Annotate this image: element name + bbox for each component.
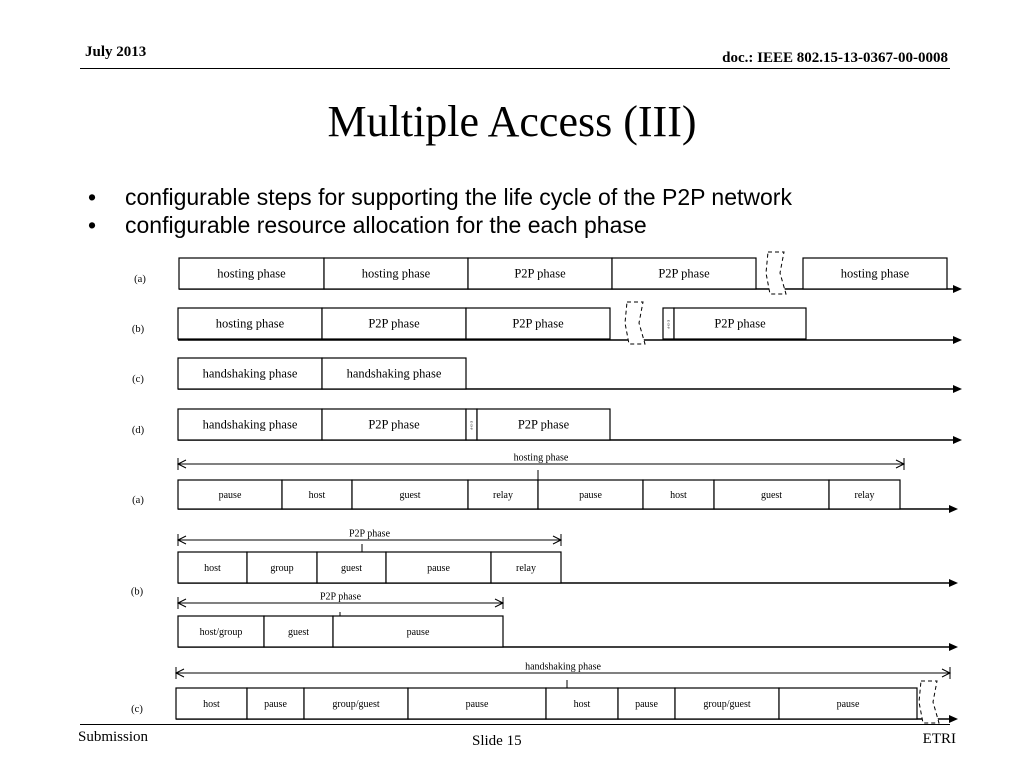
row-6-time-axis-head: [949, 643, 958, 651]
row-7-segment-label: host: [573, 698, 591, 710]
row-5-segment-label: host: [204, 562, 221, 574]
row-7-segment-label: host: [203, 698, 220, 710]
row-4-segment-label: host: [308, 489, 326, 501]
row-0-segment-label: hosting phase: [217, 266, 286, 281]
row-4-segment-label: guest: [399, 489, 421, 501]
footer-org: ETRI: [922, 731, 956, 747]
row-3-segment-label: P2P phase: [517, 417, 570, 432]
row-2-segment-label: handshaking phase: [202, 366, 298, 381]
header-doc-id: doc.: IEEE 802.15-13-0367-00-0008: [722, 50, 948, 66]
row-7-span-label: handshaking phase: [525, 661, 601, 673]
row-3-label: (d): [131, 424, 145, 436]
row-3-segment-label: handshaking phase: [202, 417, 298, 432]
row-7-time-axis-head: [949, 715, 958, 723]
row-5-segment-label: group: [270, 562, 294, 574]
row-0-label: (a): [134, 273, 146, 285]
row-7-segment-label: pause: [836, 698, 860, 710]
row-5-time-axis-head: [949, 579, 958, 587]
row-7-segment-label: pause: [264, 698, 287, 710]
row-6-segment-label: pause: [406, 626, 430, 638]
row-7-break-marker: [919, 681, 939, 723]
row-1-break-marker: [625, 302, 645, 344]
row-0-time-axis-head: [953, 285, 962, 293]
row-7-segment-label: pause: [635, 698, 658, 710]
row-3-time-axis-head: [953, 436, 962, 444]
bullet-item: • configurable steps for supporting the life cycle of the P2P network: [88, 183, 792, 211]
row-4-segment-label: guest: [760, 489, 783, 501]
row-6-segment-label: host/group: [199, 626, 243, 638]
row-4-segment-label: pause: [218, 489, 242, 501]
bullet-item: • configurable resource allocation for the each phase: [88, 211, 792, 239]
row-0-segment-label: P2P phase: [514, 266, 566, 281]
row-4-segment-label: relay: [493, 489, 513, 501]
row-7-segment-label: group/guest: [703, 698, 751, 710]
row-6-span-label: P2P phase: [319, 591, 362, 603]
row-0-segment-label: hosting phase: [361, 266, 431, 281]
footer-slide-number: Slide 15: [472, 733, 522, 749]
row-3-segment-label: E·D·P: [469, 421, 474, 430]
header-date: July 2013: [85, 44, 147, 60]
row-0-break-marker: [766, 252, 786, 294]
row-7-segment-label: pause: [465, 698, 489, 710]
row-4-label: (a): [132, 494, 144, 506]
row-2-label: (c): [132, 373, 144, 385]
row-1-segment-label: P2P phase: [512, 316, 564, 331]
row-4-segment-label: relay: [854, 489, 875, 501]
row-7-label: (c): [131, 703, 143, 715]
row-3-segment-label: P2P phase: [368, 417, 420, 432]
footer-submission: Submission: [78, 729, 149, 745]
row-0-segment-label: P2P phase: [658, 266, 710, 281]
row-0-segment-label: hosting phase: [840, 266, 910, 281]
row-7-segment-label: group/guest: [332, 698, 380, 710]
row-6-segment-label: guest: [287, 626, 310, 638]
row-2-time-axis-head: [953, 385, 962, 393]
row-1-time-axis-head: [953, 336, 962, 344]
row-6-label: (b): [130, 586, 144, 598]
row-1-label: (b): [131, 323, 145, 335]
row-4-segment-label: pause: [579, 489, 602, 501]
row-2-segment-label: handshaking phase: [346, 366, 442, 381]
slide-title: Multiple Access (III): [327, 97, 697, 146]
row-5-segment-label: pause: [427, 562, 450, 574]
row-4-time-axis-head: [949, 505, 958, 513]
row-4-span-label: hosting phase: [513, 452, 569, 464]
row-5-segment-label: guest: [340, 562, 363, 574]
row-1-segment-label: E·D·P: [666, 320, 671, 329]
row-5-segment-label: relay: [516, 562, 536, 574]
row-1-segment-label: P2P phase: [368, 316, 420, 331]
row-1-segment-label: P2P phase: [714, 316, 766, 331]
row-1-segment-label: hosting phase: [215, 316, 285, 331]
row-5-span-label: P2P phase: [348, 528, 391, 540]
row-4-segment-label: host: [670, 489, 687, 501]
footer-divider: [80, 724, 950, 725]
